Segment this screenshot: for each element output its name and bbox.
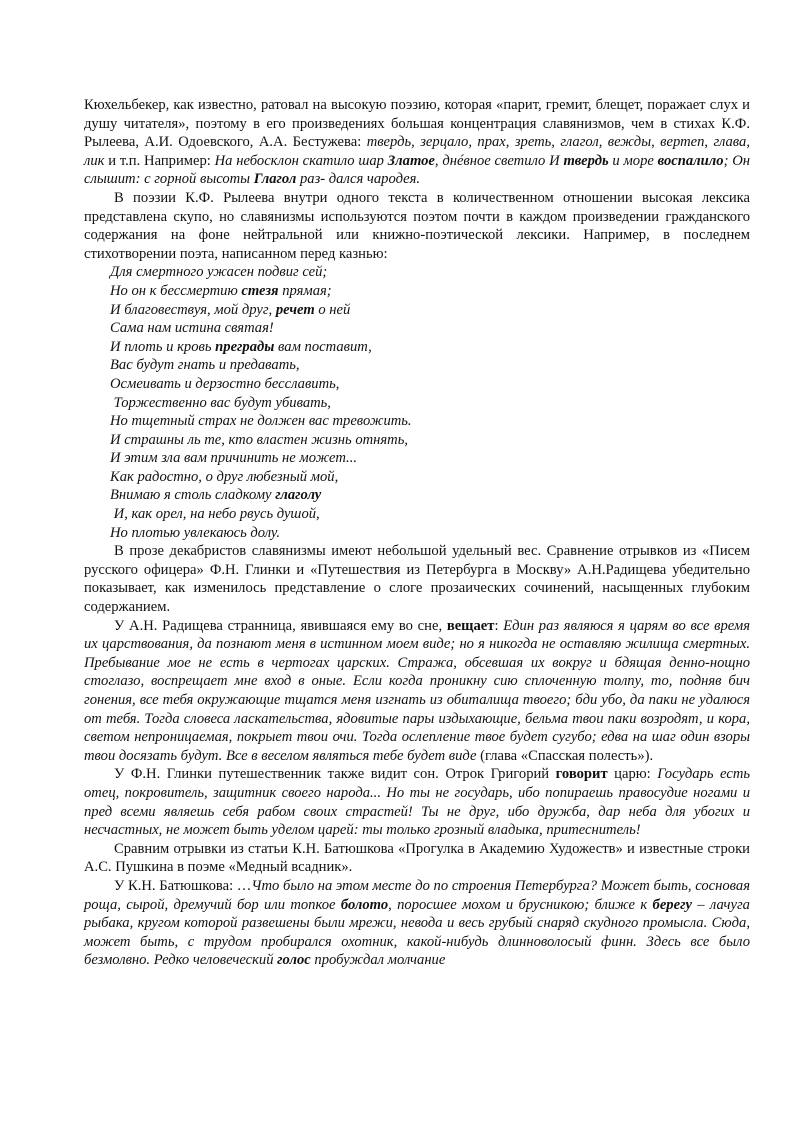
- text-run: На небосклон скатило шар: [214, 152, 388, 169]
- text-run: В поэзии К.Ф. Рылеева внутри одного текста в количественном отношении высокая лексика представлена скупо, но славянизмы используются поэтом почти в каждом произведении гражданского содержания на фоне нейтральной или книжно-поэтической лексики. Например, в последнем стихотворении поэта, написанном перед казнью:: [84, 189, 750, 262]
- text-run: и т.п. Например:: [104, 152, 215, 169]
- poem-line: [110, 375, 750, 394]
- poem-line: [110, 338, 750, 357]
- poem-line: [110, 282, 750, 301]
- poem-line: [110, 301, 750, 320]
- text-run: И этим зла вам причинить не может...: [110, 450, 357, 467]
- paragraph-decembrist-prose: [84, 542, 750, 616]
- text-run: Государь есть отец, покровитель, защитник своего народа... Но ты не государь, ибо попираешь правосудие ногами и пред всеми являешь себя рабом своих страстей! Ты не друг, ибо дружба, дар неба для убогих и несчастных, не может быть уделом царей: ты только грозный владыка, притеснитель!: [84, 766, 751, 839]
- text-run: :: [494, 617, 504, 634]
- emphasized-word: глаголу: [275, 487, 322, 504]
- poem-line: [110, 412, 750, 431]
- text-run: ; Он слышит: с горной высоты: [84, 152, 750, 188]
- text-run: Для смертного ужасен подвиг сей;: [110, 264, 328, 281]
- emphasized-word: Глагол: [253, 171, 297, 188]
- text-run: , днéвное светило И: [434, 152, 564, 169]
- poem-line: [110, 505, 750, 524]
- text-run: пробуждал молчание: [310, 952, 446, 969]
- text-run: В прозе декабристов славянизмы имеют небольшой удельный вес. Сравнение отрывков из «Писем русского офицера» Ф.Н. Глинки и «Путешествия из Петербурга в Москву» А.Н.Радищева убедительно показывает, как изменилось представление о слоге прозаических сочинений, насыщенных глубоким содержанием.: [84, 543, 750, 616]
- text-run: И, как орел, на небо рвусь душой,: [110, 506, 320, 523]
- text-run: Кюхельбекер, как известно, ратовал на высокую поэзию, которая «парит, гремит, блещет, поражает слух и душу читателя», поэтому в его произведениях большая концентрация славянизмов, чем в стихах К.Ф. Рылеева, А.И. Одоевского, А.А. Бестужева:: [84, 97, 750, 151]
- text-run: У А.Н. Радищева странница, явившаяся ему во сне,: [114, 617, 447, 634]
- text-run: Един раз являюся я царям во все время их царствования, да познают меня в истинном моем виде; но я никогда не оставляю жилища смертных. Пребывание мое не есть в чертогах царских. Стража, обсевшая их вокруг и бдящая денно-нощно стоглазо, воспрещает мне вход в оные. Если когда проникну сию сплоченную толпу, то, подняв бич гонения, все тебя окружающие тщатся меня изгнать из обиталища твоего; бди убо, да паки не удалюся от тебя. Тогда словеса ласкательства, ядовитые пары издыхающие, бельма твои паки возродят, и кора, светом непроницаемая, покрыет твои очи. Тогда ослепление твое будет сугубо; едва на шаг один взоры твои досязать будут. Все в веселом являться тебе будет виде: [84, 617, 750, 764]
- emphasized-word: преграды: [215, 338, 275, 355]
- emphasized-word: говорит: [555, 766, 608, 783]
- text-run: Но он к бессмертию: [110, 282, 242, 299]
- text-run: И страшны ль те, кто властен жизнь отнять,: [110, 431, 409, 448]
- text-run: Внимаю я столь сладкому: [110, 487, 276, 504]
- text-run: Осмеивать и дерзостно бесславить,: [110, 375, 340, 392]
- text-run: Сравним отрывки из статьи К.Н. Батюшкова «Прогулка в Академию Художеств» и известные строки А.С. Пушкина в поэме «Медный всадник».: [84, 840, 750, 876]
- paragraph-radishchev: [84, 617, 750, 766]
- emphasized-word: вещает: [446, 617, 495, 634]
- emphasized-word: воспалило: [657, 152, 724, 169]
- emphasized-word: голос: [277, 952, 311, 969]
- poem-ryleev: [84, 263, 750, 542]
- text-run: У К.Н. Батюшкова: …: [114, 877, 252, 894]
- text-run: царю:: [607, 766, 658, 783]
- paragraph-kuchelbecker: [84, 96, 750, 189]
- poem-line: [110, 524, 750, 543]
- emphasized-word: Златое: [387, 152, 435, 169]
- poem-line: [110, 356, 750, 375]
- poem-line: [110, 468, 750, 487]
- text-run: Но плотью увлекаюсь долу.: [110, 524, 281, 541]
- paragraph-compare: [84, 840, 750, 877]
- text-run: раз- дался чародея.: [296, 171, 421, 188]
- text-run: У Ф.Н. Глинки путешественник также видит сон. Отрок Григорий: [114, 766, 556, 783]
- document-page: [84, 96, 750, 970]
- text-run: И плоть и кровь: [110, 338, 216, 355]
- text-run: Вас будут гнать и предавать,: [110, 357, 300, 374]
- text-run: , поросшее мохом и брусникою; ближе к: [388, 896, 653, 913]
- text-run: И благовествуя, мой друг,: [110, 301, 276, 318]
- emphasized-word: берегу: [652, 896, 692, 913]
- text-run: Как радостно, о друг любезный мой,: [110, 468, 339, 485]
- text-run: и море: [608, 152, 658, 169]
- poem-line: [110, 394, 750, 413]
- poem-line: [110, 319, 750, 338]
- paragraph-ryleev: [84, 189, 750, 263]
- poem-line: [110, 263, 750, 282]
- text-run: Но тщетный страх не должен вас тревожить.: [110, 413, 412, 430]
- text-run: вам поставит,: [274, 338, 372, 355]
- paragraph-batyushkov: [84, 877, 750, 970]
- text-run: (глава «Спасская полесть»).: [476, 747, 654, 764]
- emphasized-word: речет: [275, 301, 315, 318]
- text-run: – лачуга рыбака, кругом которой развешены были мрежи, невода и весь грубый снаряд скудного промысла. Сюда, может быть, с трудом пробирался охотник, какой-нибудь длинноволосый финн. Здесь все было безмолвно. Редко человеческий: [84, 896, 750, 969]
- poem-line: [110, 431, 750, 450]
- poem-line: [110, 486, 750, 505]
- poem-line: [110, 449, 750, 468]
- emphasized-word: болото: [340, 896, 389, 913]
- paragraph-glinka: [84, 765, 750, 839]
- text-run: Что было на этом месте до по строения Петербурга? Может быть, сосновая роща, сырой, дремучий бор или топкое: [84, 877, 750, 913]
- text-run: прямая;: [278, 282, 332, 299]
- text-run: Торжественно вас будут убивать,: [110, 394, 331, 411]
- text-run: Сама нам истина святая!: [110, 320, 274, 337]
- emphasized-word: стезя: [241, 282, 279, 299]
- text-run: о ней: [314, 301, 351, 318]
- emphasized-word: твердь: [563, 152, 609, 169]
- text-run: твердь, зерцало, прах, зреть, глагол, вежды, вертеп, глава, лик: [84, 134, 750, 169]
